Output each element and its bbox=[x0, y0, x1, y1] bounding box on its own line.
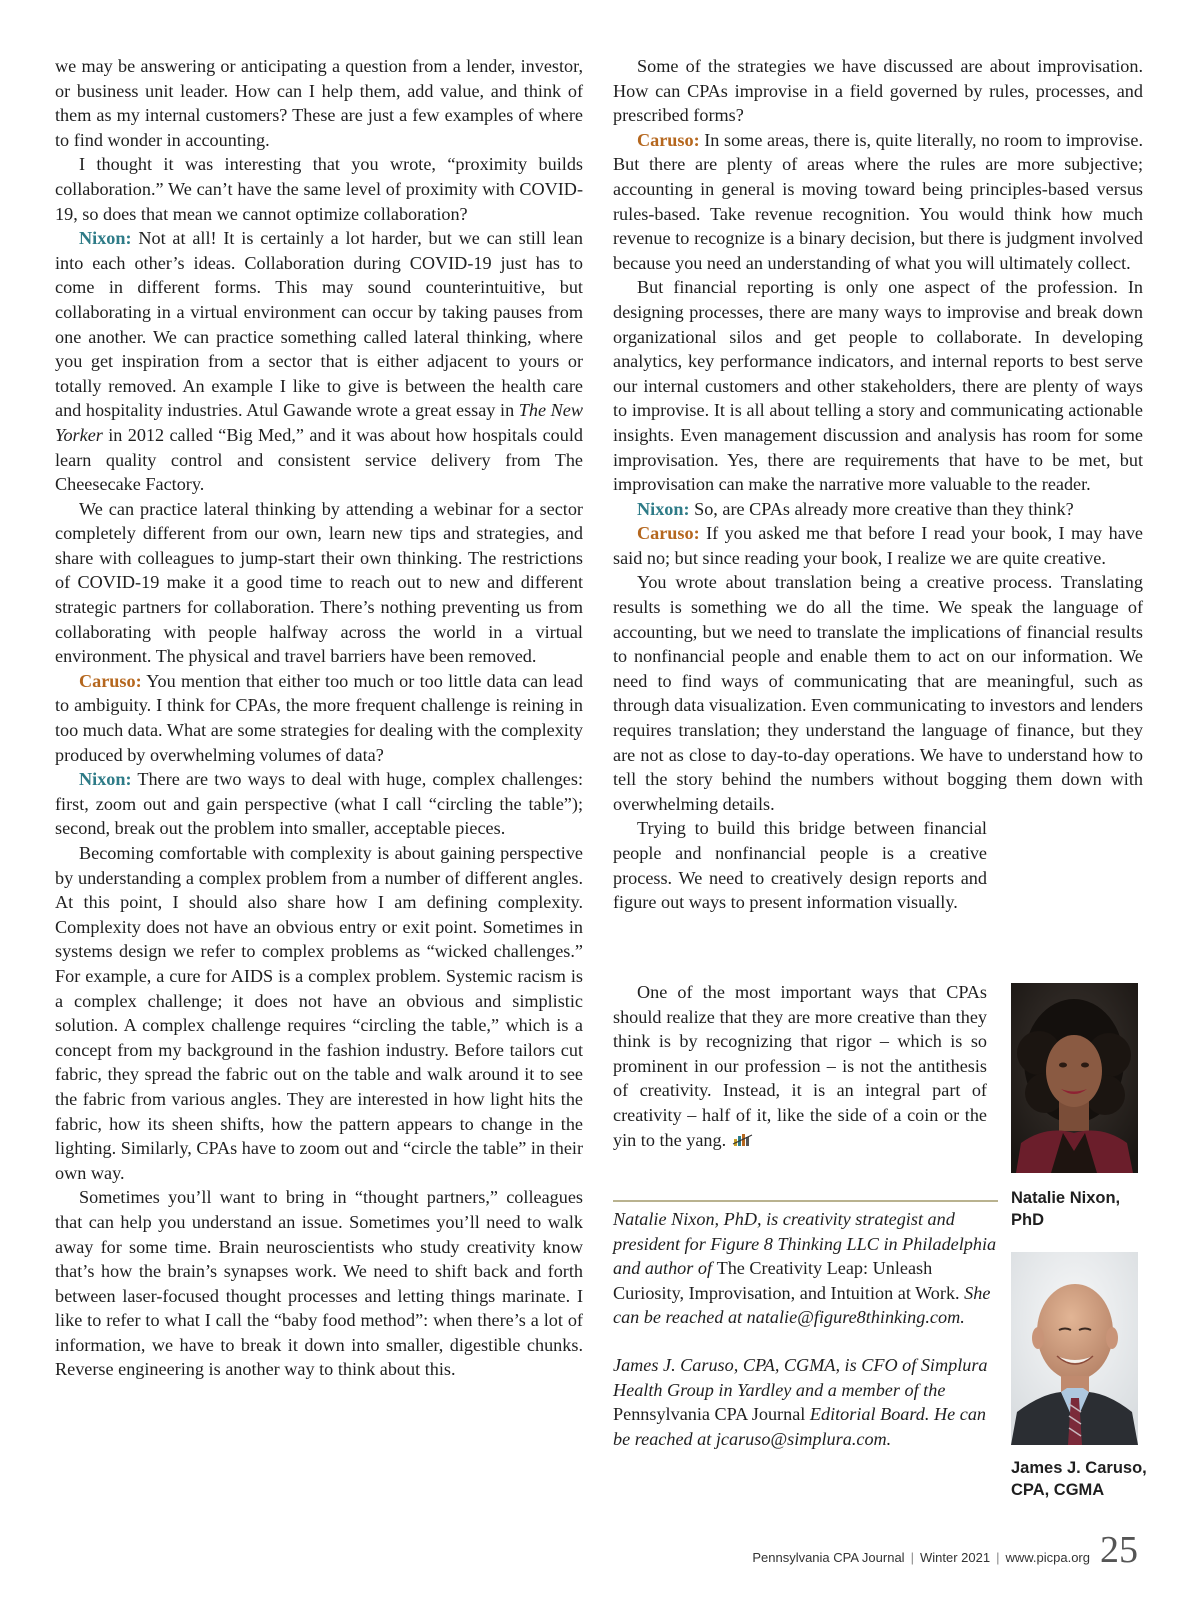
end-mark-icon bbox=[732, 1132, 754, 1148]
speaker-label: Caruso: bbox=[637, 523, 700, 544]
caruso-photo-caption: James J. Caruso, CPA, CGMA bbox=[1011, 1459, 1147, 1499]
paragraph: Nixon: There are two ways to deal with huge, complex challenges: first, zoom out and gain perspective (what I call “circling the table”); second, break out the problem into smaller, acceptable pieces. bbox=[55, 769, 583, 839]
paragraph: Caruso: If you asked me that before I read your book, I may have said no; but since reading your book, I realize we are quite creative. bbox=[613, 523, 1143, 568]
journal-title: Pennsylvania CPA Journal bbox=[613, 1404, 806, 1424]
paragraph: One of the most important ways that CPAs should realize that they are more creative than they think is by recognizing that rigor – which is so prominent in our profession – is not the antithesis of creativity. Instead, it is an integral part of creativity – half of it, like the side of a coin or the yin to the yang. bbox=[613, 982, 987, 1150]
caruso-bio: James J. Caruso, CPA, CGMA, is CFO of Simplura Health Group in Yardley and a member of the Pennsylvania CPA Journal Editorial Board. He can be reached at jcaruso@simplura.com. bbox=[613, 1355, 988, 1449]
paragraph: Nixon: So, are CPAs already more creative than they think? bbox=[637, 498, 1074, 519]
footer-journal: Pennsylvania CPA Journal bbox=[752, 1550, 905, 1565]
paragraph: Nixon: Not at all! It is certainly a lot harder, but we can still lean into each other’s ideas. Collaboration during COVID-19 just has to come in different forms. This may sound counterintuitive, but collaborating in a virtual environment can occur by taking pauses from one another. We can practice something called lateral thinking, where you get inspiration from a sector that is either adjacent to yours or totally removed. An example I like to give is between the health care and hospitality industries. Atul Gawande wrote a great essay in The New Yorker in 2012 called “Big Med,” and it was about how hospitals could learn quality control and consistent service delivery from The Cheesecake Factory. bbox=[55, 228, 583, 495]
page-number: 25 bbox=[1100, 1529, 1138, 1571]
paragraph: Caruso: You mention that either too much or too little data can lead to ambiguity. I think for CPAs, the more frequent challenge is reining in too much data. What are some strategies for dealing with the complexity produced by overwhelming volumes of data? bbox=[55, 670, 583, 765]
speaker-label: Nixon: bbox=[637, 498, 690, 519]
right-column bbox=[613, 54, 1143, 915]
paragraph: But financial reporting is only one aspect of the profession. In designing processes, there are many ways to improvise and break down organizational silos and get people to collaborate. In developing analytics, key performance indicators, and internal reports to best serve our internal customers and other stakeholders, there are plenty of ways to improvise. It is all about telling a story and communicating actionable insights. Even management discussion and analysis has room for some improvisation. Yes, there are requirements that have to be met, but improvisation can make the narrative more valuable to the reader. bbox=[613, 277, 1143, 495]
footer-issue: Winter 2021 bbox=[919, 1550, 991, 1565]
footer-separator: | bbox=[910, 1550, 914, 1565]
nixon-portrait-photo bbox=[1011, 983, 1138, 1173]
right-column-narrow bbox=[613, 980, 987, 1152]
speaker-label: Nixon: bbox=[79, 228, 132, 249]
paragraph: Sometimes you’ll want to bring in “thought partners,” colleagues that can help you understand an issue. Sometimes you’ll need to walk away for some time. Brain neuroscientists who study creativity know that’s how the brain’s synapses work. We need to shift back and forth between laser-focused thought processes and letting things marinate. I like to refer to what I call the “baby food method”: when there’s a lot of information, we have to break it down into smaller, digestible chunks. Reverse engineering is another way to think about this. bbox=[55, 1187, 583, 1380]
paragraph: Becoming comfortable with complexity is about gaining perspective by understanding a complex problem from a number of different angles. At this point, I should also share how I am defining complexity. Complexity does not have an obvious entry or exit point. Sometimes in systems design we refer to complex problems as “wicked challenges.” For example, a cure for AIDS is a complex problem. Systemic racism is a complex challenge; it does not have an obvious and simplistic solution. A complex challenge requires “circling the table,” which is a concept from my background in the fashion industry. Before tailors cut fabric, they spread the fabric out on the table and walk around it to see the fabric from various angles. They are interested in how light hits the fabric, how its sheen shifts, how the pattern appears to change in the lighting. Similarly, CPAs have to zoom out and “circle the table” in their own way. bbox=[55, 843, 583, 1183]
page-footer bbox=[700, 1550, 1090, 1565]
paragraph: You wrote about translation being a creative process. Translating results is something we do all the time. We speak the language of accounting, but we need to translate the implications of financial results to nonfinancial people and enable them to act on our information. We need to find ways of communicating that are meaningful, such as through data visualization. Even communicating to investors and lenders requires translation; they understand the language of finance, but they are not as close to day-to-day operations. We have to understand how to tell the story behind the numbers without bogging them down with overwhelming details. bbox=[613, 572, 1143, 814]
speaker-label: Caruso: bbox=[637, 129, 700, 150]
paragraph: Caruso: In some areas, there is, quite literally, no room to improvise. But there are plenty of areas where the rules are more subjective; accounting in general is moving toward being principles-based versus rules-based. Take revenue recognition. You would think how much revenue to recognize is a binary decision, but there is judgment involved because you need an understanding of what you will ultimately collect. bbox=[613, 129, 1143, 273]
paragraph: Some of the strategies we have discussed are about improvisation. How can CPAs improvise in a field governed by rules, processes, and prescribed forms? bbox=[613, 56, 1143, 126]
speaker-label: Caruso: bbox=[79, 670, 142, 691]
speaker-label: Nixon: bbox=[79, 769, 132, 790]
bio-divider bbox=[613, 1200, 998, 1202]
nixon-bio: Natalie Nixon, PhD, is creativity strategist and president for Figure 8 Thinking LLC in Philadelphia and author of The Creativity Leap: Unleash Curiosity, Improvisation, and Intuition at Work. She can be reached at natalie@figure8thinking.com. bbox=[613, 1209, 997, 1327]
footer-url[interactable]: www.picpa.org bbox=[1005, 1550, 1090, 1565]
paragraph: We can practice lateral thinking by attending a webinar for a sector completely different from our own, learn new tips and strategies, and share with colleagues to jump-start their own thinking. The restrictions of COVID-19 make it a good time to reach out to new and different strategic partners for collaboration. There’s nothing preventing us from collaborating with people halfway across the world in a virtual environment. The physical and travel barriers have been removed. bbox=[55, 498, 583, 667]
caruso-portrait-photo bbox=[1011, 1252, 1138, 1445]
book-title: The Creativity Leap: Unleash Curiosity, Improvisation, and Intuition at Work. bbox=[613, 1258, 960, 1303]
left-column bbox=[55, 54, 583, 1382]
paragraph: Trying to build this bridge between financial people and nonfinancial people is a creative process. We need to creatively design reports and figure out ways to present information visually. bbox=[613, 818, 987, 913]
paragraph: we may be answering or anticipating a question from a lender, investor, or business unit leader. How can I help them, add value, and think of them as my internal customers? These are just a few examples of where to find wonder in accounting. bbox=[55, 56, 583, 150]
nixon-photo-caption: Natalie Nixon, PhD bbox=[1011, 1189, 1121, 1229]
publication-title: The New Yorker bbox=[55, 400, 583, 445]
paragraph: I thought it was interesting that you wrote, “proximity builds collaboration.” We can’t have the same level of proximity with COVID-19, so does that mean we cannot optimize collaboration? bbox=[55, 154, 583, 224]
footer-separator: | bbox=[996, 1550, 1000, 1565]
